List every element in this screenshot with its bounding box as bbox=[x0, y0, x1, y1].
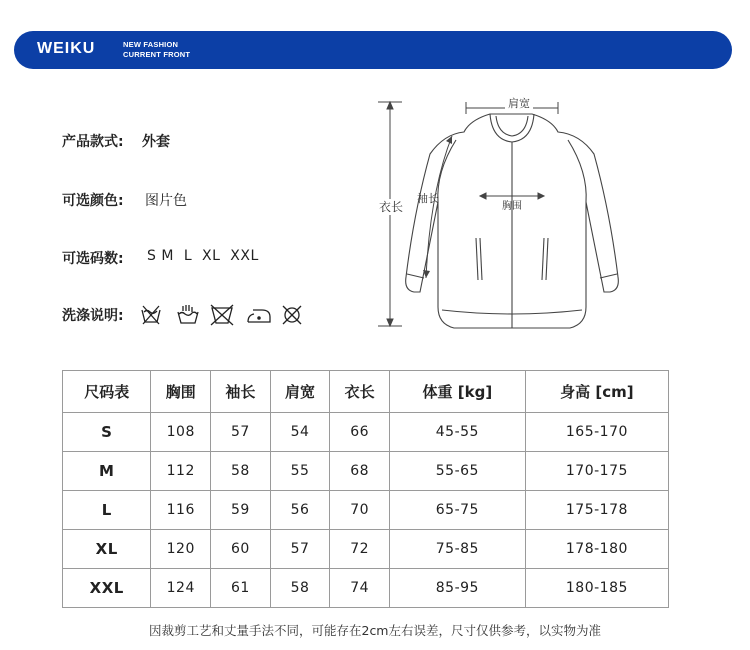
chest-cell: 112 bbox=[151, 452, 211, 491]
care-label: 洗涤说明: bbox=[62, 308, 124, 324]
weight-cell: 75-85 bbox=[389, 530, 525, 569]
header-height: 身高 [cm] bbox=[525, 371, 668, 413]
sleeve-cell: 57 bbox=[211, 413, 271, 452]
weight-cell: 55-65 bbox=[389, 452, 525, 491]
header-size: 尺码表 bbox=[63, 371, 151, 413]
care-icons bbox=[140, 302, 305, 328]
size-cell: S bbox=[63, 413, 151, 452]
jacket-cuff-right bbox=[600, 274, 617, 278]
jacket-pocket-right bbox=[546, 238, 548, 280]
header-weight: 体重 [kg] bbox=[389, 371, 525, 413]
length-cell: 70 bbox=[330, 491, 390, 530]
header-shoulder: 肩宽 bbox=[270, 371, 330, 413]
weight-cell: 65-75 bbox=[389, 491, 525, 530]
header-sleeve: 袖长 bbox=[211, 371, 271, 413]
sleeve-cell: 60 bbox=[211, 530, 271, 569]
size-cell: M bbox=[63, 452, 151, 491]
header-length: 衣长 bbox=[330, 371, 390, 413]
no-bleach-icon bbox=[211, 305, 233, 325]
sleeve-line bbox=[426, 136, 452, 278]
chest-cell: 116 bbox=[151, 491, 211, 530]
style-label: 产品款式: bbox=[62, 134, 124, 150]
weight-cell: 85-95 bbox=[389, 569, 525, 608]
size-table-header-row bbox=[63, 371, 669, 413]
sizes-label: 可选码数: bbox=[62, 251, 124, 267]
height-cell: 178-180 bbox=[525, 530, 668, 569]
sleeve-cell: 61 bbox=[211, 569, 271, 608]
weight-cell: 45-55 bbox=[389, 413, 525, 452]
table-row bbox=[63, 491, 669, 530]
brand-logo: WEIKU bbox=[37, 40, 96, 57]
no-dry-clean-icon bbox=[283, 306, 301, 324]
chest-cell: 108 bbox=[151, 413, 211, 452]
length-label: 衣长 bbox=[378, 200, 404, 214]
chest-cell: 124 bbox=[151, 569, 211, 608]
sleeve-cell: 58 bbox=[211, 452, 271, 491]
height-cell: 170-175 bbox=[525, 452, 668, 491]
sizes-value: S M L XL XXL bbox=[147, 248, 259, 264]
size-cell: L bbox=[63, 491, 151, 530]
table-row bbox=[63, 452, 669, 491]
sleeve-cell: 59 bbox=[211, 491, 271, 530]
measurement-disclaimer: 因裁剪工艺和丈量手法不同，可能存在2cm左右误差，尺寸仅供参考，以实物为准 bbox=[148, 623, 601, 638]
table-row bbox=[63, 530, 669, 569]
brand-tagline bbox=[123, 40, 190, 60]
size-cell: XL bbox=[63, 530, 151, 569]
height-cell: 175-178 bbox=[525, 491, 668, 530]
jacket-measurement-diagram bbox=[372, 92, 642, 342]
tagline-line-1: NEW FASHION bbox=[123, 40, 179, 49]
length-cell: 66 bbox=[330, 413, 390, 452]
length-cell: 72 bbox=[330, 530, 390, 569]
jacket-cuff-left bbox=[407, 274, 424, 278]
table-row bbox=[63, 569, 669, 608]
shoulder-cell: 56 bbox=[270, 491, 330, 530]
table-row bbox=[63, 413, 669, 452]
chest-label: 胸围 bbox=[502, 201, 522, 212]
no-wash-icon bbox=[142, 306, 160, 324]
height-cell: 180-185 bbox=[525, 569, 668, 608]
tagline-line-2: CURRENT FRONT bbox=[123, 50, 191, 59]
size-cell: XXL bbox=[63, 569, 151, 608]
height-cell: 165-170 bbox=[525, 413, 668, 452]
size-table bbox=[62, 370, 669, 608]
jacket-pocket-left bbox=[476, 238, 478, 280]
shoulder-cell: 54 bbox=[270, 413, 330, 452]
length-cell: 74 bbox=[330, 569, 390, 608]
length-cell: 68 bbox=[330, 452, 390, 491]
header-chest: 胸围 bbox=[151, 371, 211, 413]
iron-low-icon bbox=[248, 310, 270, 322]
color-value: 图片色 bbox=[145, 193, 187, 209]
brand-banner bbox=[14, 31, 732, 69]
style-value: 外套 bbox=[142, 134, 170, 150]
shoulder-cell: 55 bbox=[270, 452, 330, 491]
shoulder-width-label: 肩宽 bbox=[508, 97, 530, 110]
sleeve-label: 袖长 bbox=[417, 192, 439, 205]
shoulder-cell: 58 bbox=[270, 569, 330, 608]
hand-wash-icon bbox=[178, 305, 198, 323]
shoulder-cell: 57 bbox=[270, 530, 330, 569]
color-label: 可选颜色: bbox=[62, 193, 124, 209]
chest-cell: 120 bbox=[151, 530, 211, 569]
